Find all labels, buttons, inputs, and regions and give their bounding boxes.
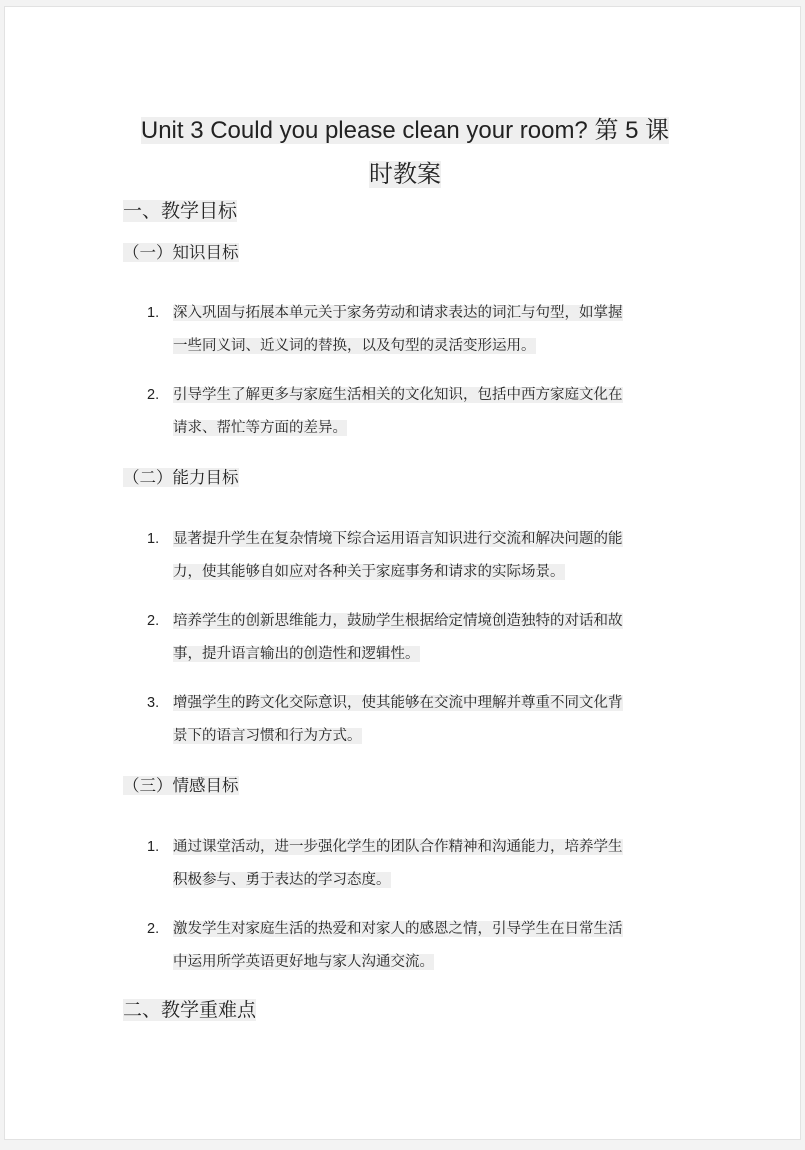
list-number: 1. [147,531,160,547]
list-item [147,379,687,445]
list-item [147,831,687,897]
list-number: 2. [147,921,160,937]
list-item-text: 引导学生了解更多与家庭生活相关的文化知识，包括中西方家庭文化在 [173,387,623,403]
list-item-text: 中运用所学英语更好地与家人沟通交流。 [173,954,434,970]
list-item [147,297,687,363]
list-item [147,687,687,753]
document-page [4,6,801,1140]
list-item-text: 景下的语言习惯和行为方式。 [173,728,362,744]
list-item [147,523,687,589]
list-item-text: 培养学生的创新思维能力，鼓励学生根据给定情境创造独特的对话和故 [173,613,623,629]
list-item-text: 激发学生对家庭生活的热爱和对家人的感恩之情，引导学生在日常生活 [173,921,623,937]
subsection-heading-emotion: （三）情感目标 [123,776,239,795]
list-number: 3. [147,695,160,711]
list-item [147,605,687,671]
list-number: 2. [147,613,160,629]
list-item [147,913,687,979]
section-heading-key-points: 二、教学重难点 [123,999,257,1021]
title-line-2: 时教案 [369,161,441,188]
list-number: 2. [147,387,160,403]
list-item-text: 显著提升学生在复杂情境下综合运用语言知识进行交流和解决问题的能 [173,531,623,547]
list-item-text: 积极参与、勇于表达的学习态度。 [173,872,391,888]
list-item-text: 请求、帮忙等方面的差异。 [173,420,347,436]
title-line-1: Unit 3 Could you please clean your room? 第 5 课 [140,117,670,144]
document-title [95,109,715,197]
list-item-text: 力，使其能够自如应对各种关于家庭事务和请求的实际场景。 [173,564,565,580]
list-number: 1. [147,839,160,855]
list-item-text: 增强学生的跨文化交际意识，使其能够在交流中理解并尊重不同文化背 [173,695,623,711]
list-number: 1. [147,305,160,321]
list-item-text: 通过课堂活动，进一步强化学生的团队合作精神和沟通能力，培养学生 [173,839,623,855]
section-heading-teaching-goals: 一、教学目标 [123,200,238,222]
subsection-heading-ability: （二）能力目标 [123,468,239,487]
subsection-heading-knowledge: （一）知识目标 [123,243,239,262]
list-item-text: 深入巩固与拓展本单元关于家务劳动和请求表达的词汇与句型，如掌握 [173,305,623,321]
list-item-text: 事，提升语言输出的创造性和逻辑性。 [173,646,420,662]
list-item-text: 一些同义词、近义词的替换，以及句型的灵活变形运用。 [173,338,536,354]
